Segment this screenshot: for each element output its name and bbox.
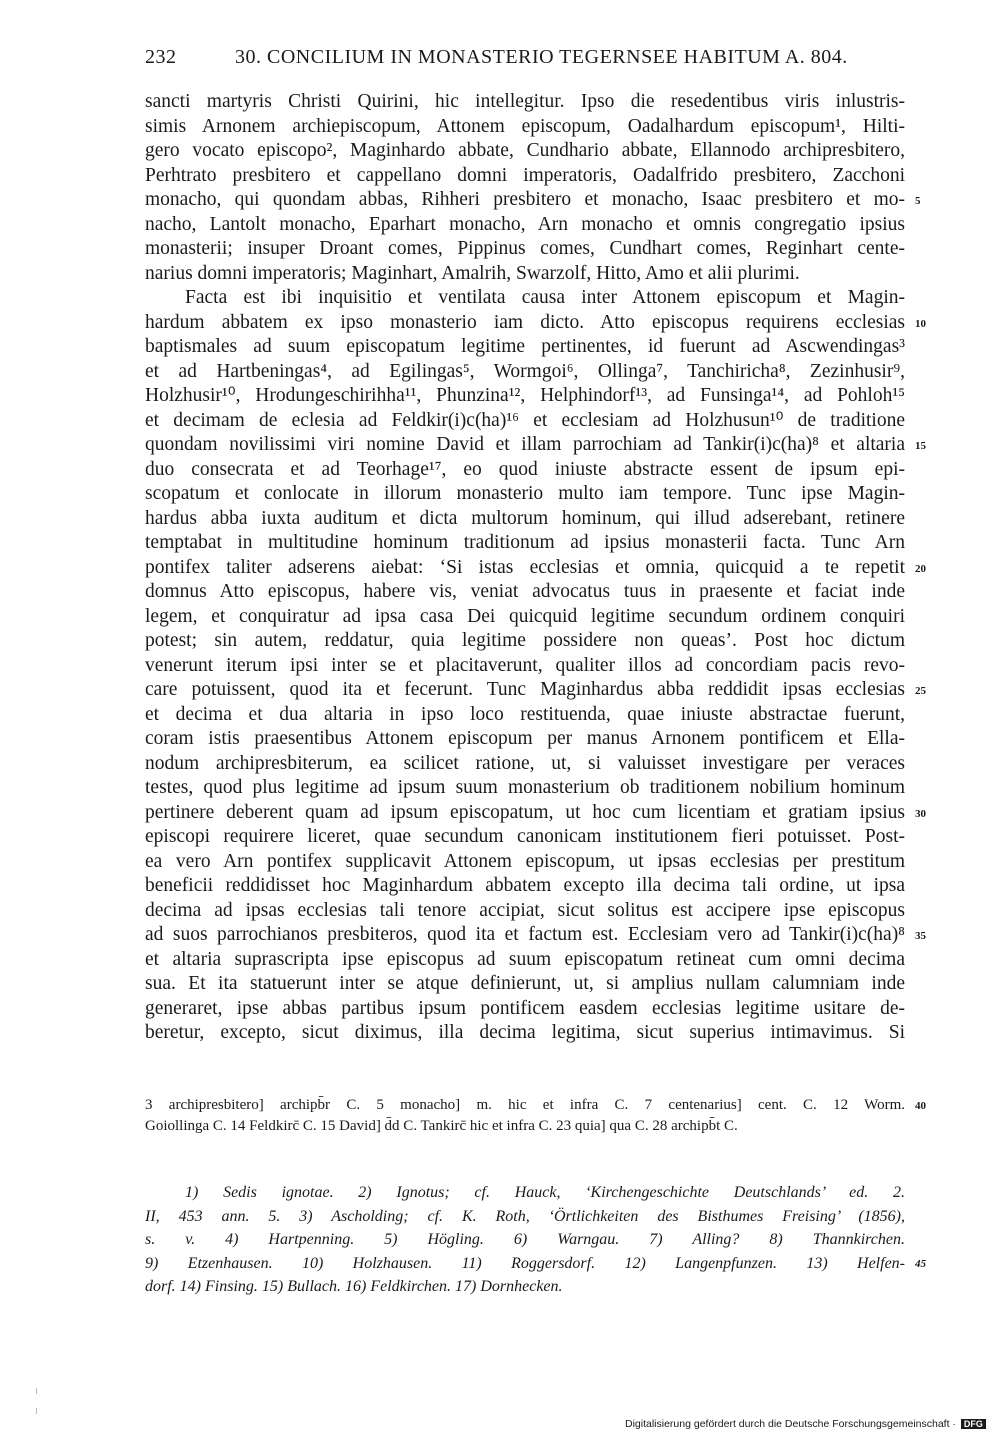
line-text: beretur, excepto, sicut diximus, illa decima legitima, sicut superius intimavimus. Si: [145, 1022, 905, 1043]
body-line: [145, 482, 905, 507]
line-text: legem, et conquiratur ad ipsa casa Dei quicquid legitime secundum ordinem conquiri: [145, 605, 905, 627]
line-number: 40: [915, 1100, 926, 1112]
line-text: testes, quod plus legitime ad ipsum suum monasterium ob traditionem nobilium hominum: [145, 777, 905, 798]
body-line: [145, 825, 905, 850]
body-line: [145, 90, 905, 115]
line-number: 5: [915, 195, 921, 207]
line-text: simis Arnonem archiepiscopum, Attonem episcopum, Oadalhardum episcopum¹, Hilti-: [145, 115, 905, 137]
line-text: et decima et dua altaria in ipso loco restituenda, quae iniuste abstractae fuerunt,: [145, 703, 905, 725]
line-text: Holzhusir¹⁰, Hrodungeschirihha¹¹, Phunzina¹², Helphindorf¹³, ad Funsinga¹⁴, ad Pohloh¹⁵: [145, 385, 905, 406]
body-line: [145, 1021, 905, 1046]
body-line: [145, 727, 905, 752]
body-line: [145, 409, 905, 434]
body-line: [145, 139, 905, 164]
line-text: nodum archipresbiterum, ea scilicet ratione, ut, si valuisset investigare per veraces: [145, 752, 905, 774]
body-line: [145, 678, 926, 703]
line-text: scopatum et conlocate in illorum monasterio multo iam tempore. Tunc ipse Magin-: [145, 483, 905, 504]
body-line: [145, 801, 926, 826]
apparatus-line: [145, 1116, 905, 1137]
line-text: narius domni imperatoris; Maginhart, Amalrih, Swarzolf, Hitto, Amo et alii plurimi.: [145, 262, 800, 284]
line-text: nacho, Lantolt monacho, Eparhart monacho, Arn monacho et omnis congregatio ipsius: [145, 213, 905, 235]
line-text: hardum abbatem ex ipso monasterio iam dicto. Atto episcopus requirens ecclesias: [145, 311, 905, 333]
body-line: [145, 164, 905, 189]
line-text: pertinere deberent quam ad ipsum episcopatum, ut hoc cum licentiam et gratiam ipsius: [145, 801, 905, 823]
line-text: baptismales ad suum episcopatum legitime pertinentes, id fuerunt ad Ascwendingas³: [145, 336, 905, 357]
body-line: [145, 188, 921, 213]
line-text: II, 453 ann. 5. 3) Ascholding; cf. K. Roth, ‘Örtlichkeiten des Bisthumes Freising’ (1856),: [145, 1207, 905, 1225]
body-line: [145, 335, 905, 360]
line-text: et decimam de eclesia ad Feldkir(i)c(ha)¹⁶ et ecclesiam ad Holzhusun¹⁰ de traditione: [145, 409, 905, 431]
body-line: [145, 752, 905, 777]
line-text: monasterii; insuper Droant comes, Pippinus comes, Cundhart comes, Reginhart cente-: [145, 238, 905, 259]
line-text: sancti martyris Christi Quirini, hic intellegitur. Ipso die resedentibus viris inlustris-: [145, 91, 905, 112]
line-number: 35: [915, 930, 926, 942]
critical-apparatus: [145, 1095, 926, 1137]
line-text: dorf. 14) Finsing. 15) Bullach. 16) Feldkirchen. 17) Dornhecken.: [145, 1278, 563, 1295]
body-line: [145, 703, 905, 728]
body-line: [145, 997, 905, 1022]
body-line: [145, 384, 905, 409]
body-line: [145, 433, 926, 458]
line-number: 45: [915, 1257, 926, 1270]
page-number: 232: [145, 46, 177, 68]
line-number: 20: [915, 562, 926, 575]
line-text: ad suos parrochianos presbiteros, quod ita et factum est. Ecclesiam vero ad Tankir(i)c(ha)⁸: [145, 924, 905, 945]
body-line: [145, 605, 905, 630]
line-text: 3 archipresbitero] archipb̄r C. 5 monacho] m. hic et infra C. 7 centenarius] cent. C. 12 Worm.: [145, 1097, 905, 1113]
line-text: beneficii reddidisset hoc Maginhardum abbatem excepto illa decima tali ordine, ut ipsa: [145, 875, 905, 896]
line-number: 30: [915, 807, 926, 820]
line-number: 10: [915, 317, 926, 330]
body-line: [145, 556, 926, 581]
body-line: [145, 458, 905, 483]
line-text: 1) Sedis ignotae. 2) Ignotus; cf. Hauck, ‘Kirchengeschichte Deutschlands’ ed. 2.: [185, 1184, 905, 1201]
line-text: coram istis praesentibus Attonem episcopum per manus Arnonem pontificem et Ella-: [145, 728, 905, 749]
margin-mark: [36, 1388, 37, 1394]
running-title: 30. CONCILIUM IN MONASTERIO TEGERNSEE HABITUM A. 804.: [235, 46, 848, 68]
line-text: generaret, ipse abbas partibus ipsum pontificem easdem ecclesias legitime usitare de-: [145, 997, 905, 1019]
line-text: sua. Et ita statuerunt inter se atque definierunt, ut, si amplius nullam calumniam inde: [145, 973, 905, 994]
footer-text: Digitalisierung gefördert durch die Deutsche Forschungsgemeinschaft ·: [625, 1418, 956, 1430]
line-text: s. v. 4) Hartpenning. 5) Högling. 6) Warngau. 7) Alling? 8) Thannkirchen.: [145, 1231, 905, 1248]
margin-mark: [36, 1408, 37, 1414]
line-number: 15: [915, 440, 926, 452]
body-line: [145, 629, 905, 654]
notes-line: [145, 1228, 905, 1252]
body-line: [145, 115, 905, 140]
digitization-footer: [625, 1418, 995, 1434]
line-text: Facta est ibi inquisitio et ventilata causa inter Attonem episcopum et Magin-: [185, 287, 905, 308]
body-line: [145, 776, 905, 801]
line-text: episcopi requirere liceret, quae secundum canonicam institutionem fieri potuisset. Post-: [145, 826, 905, 847]
body-line: [145, 262, 905, 287]
line-text: domnus Atto episcopus, habere vis, veniat advocatus tuus in praesente et faciat inde: [145, 581, 905, 602]
line-text: quondam novilissimi viri nomine David et illam parrochiam ad Tankir(i)c(ha)⁸ et altaria: [145, 434, 905, 455]
notes-line: [145, 1181, 905, 1205]
body-line: [145, 972, 905, 997]
body-line: [145, 360, 905, 385]
line-text: Perhtrato presbitero et cappellano domni imperatoris, Oadalfrido presbitero, Zacchoni: [145, 164, 905, 186]
line-text: 9) Etzenhausen. 10) Holzhausen. 11) Roggersdorf. 12) Langenpfunzen. 13) Helfen-: [145, 1254, 905, 1272]
line-text: et ad Hartbeningas⁴, ad Egilingas⁵, Wormgoi⁶, Ollinga⁷, Tanchiricha⁸, Zezinhusir⁹,: [145, 360, 905, 382]
body-line: [145, 899, 905, 924]
line-text: pontifex taliter adserens aiebat: ‘Si istas ecclesias et omnia, quicquid a te repetit: [145, 556, 905, 578]
line-text: venerunt iterum ipsi inter se et placitaverunt, qualiter illos ad concordiam pacis revo-: [145, 654, 905, 676]
notes-line: [145, 1205, 905, 1229]
line-text: temptabat in multitudine hominum traditionum ad ipsius monasterii facta. Tunc Arn: [145, 532, 905, 553]
line-text: gero vocato episcopo², Maginhardo abbate, Cundhario abbate, Ellannodo archipresbitero,: [145, 140, 905, 161]
line-text: Goiollinga C. 14 Feldkirc̄ C. 15 David] d̄d C. Tankirc̄ hic et infra C. 23 quia] qua C. 28 archipb̄t C.: [145, 1118, 738, 1134]
body-line: [145, 237, 905, 262]
line-text: care potuissent, quod ita et fecerunt. Tunc Maginhardus abba reddidit ipsas ecclesias: [145, 679, 905, 700]
body-line: [145, 923, 926, 948]
line-text: et altaria suprascripta ipse episcopus ad suum episcopatum retineat cum omni decima: [145, 948, 905, 970]
body-line: [145, 580, 905, 605]
body-line: [145, 286, 905, 311]
page-header: [145, 46, 905, 76]
body-line: [145, 213, 905, 238]
line-text: potest; sin autem, reddatur, quia legitime possidere non queas’. Post hoc dictum: [145, 630, 905, 651]
body-line: [145, 311, 926, 336]
body-line: [145, 874, 905, 899]
line-text: ea vero Arn pontifex supplicavit Attonem episcopum, ut ipsas ecclesias per prestitum: [145, 850, 905, 872]
line-text: monacho, qui quondam abbas, Rihheri presbitero et monacho, Isaac presbitero et mo-: [145, 189, 905, 210]
line-text: hardus abba iuxta auditum et dicta multorum hominum, qui illud adserebant, retinere: [145, 507, 905, 529]
notes-line: [145, 1252, 926, 1276]
body-line: [145, 531, 905, 556]
footnotes: [145, 1181, 926, 1299]
line-text: decima ad ipsas ecclesias tali tenore accipiat, sicut solitus est accipere ipse episcopus: [145, 899, 905, 921]
notes-line: [145, 1275, 905, 1299]
line-text: duo consecrata et ad Teorhage¹⁷, eo quod iniuste abstracte essent de ipsum epi-: [145, 458, 905, 480]
body-line: [145, 948, 905, 973]
apparatus-line: [145, 1095, 926, 1116]
main-text: [145, 90, 926, 1046]
body-line: [145, 654, 905, 679]
dfg-logo: DFG: [961, 1419, 986, 1429]
body-line: [145, 507, 905, 532]
body-line: [145, 850, 905, 875]
line-number: 25: [915, 685, 926, 697]
